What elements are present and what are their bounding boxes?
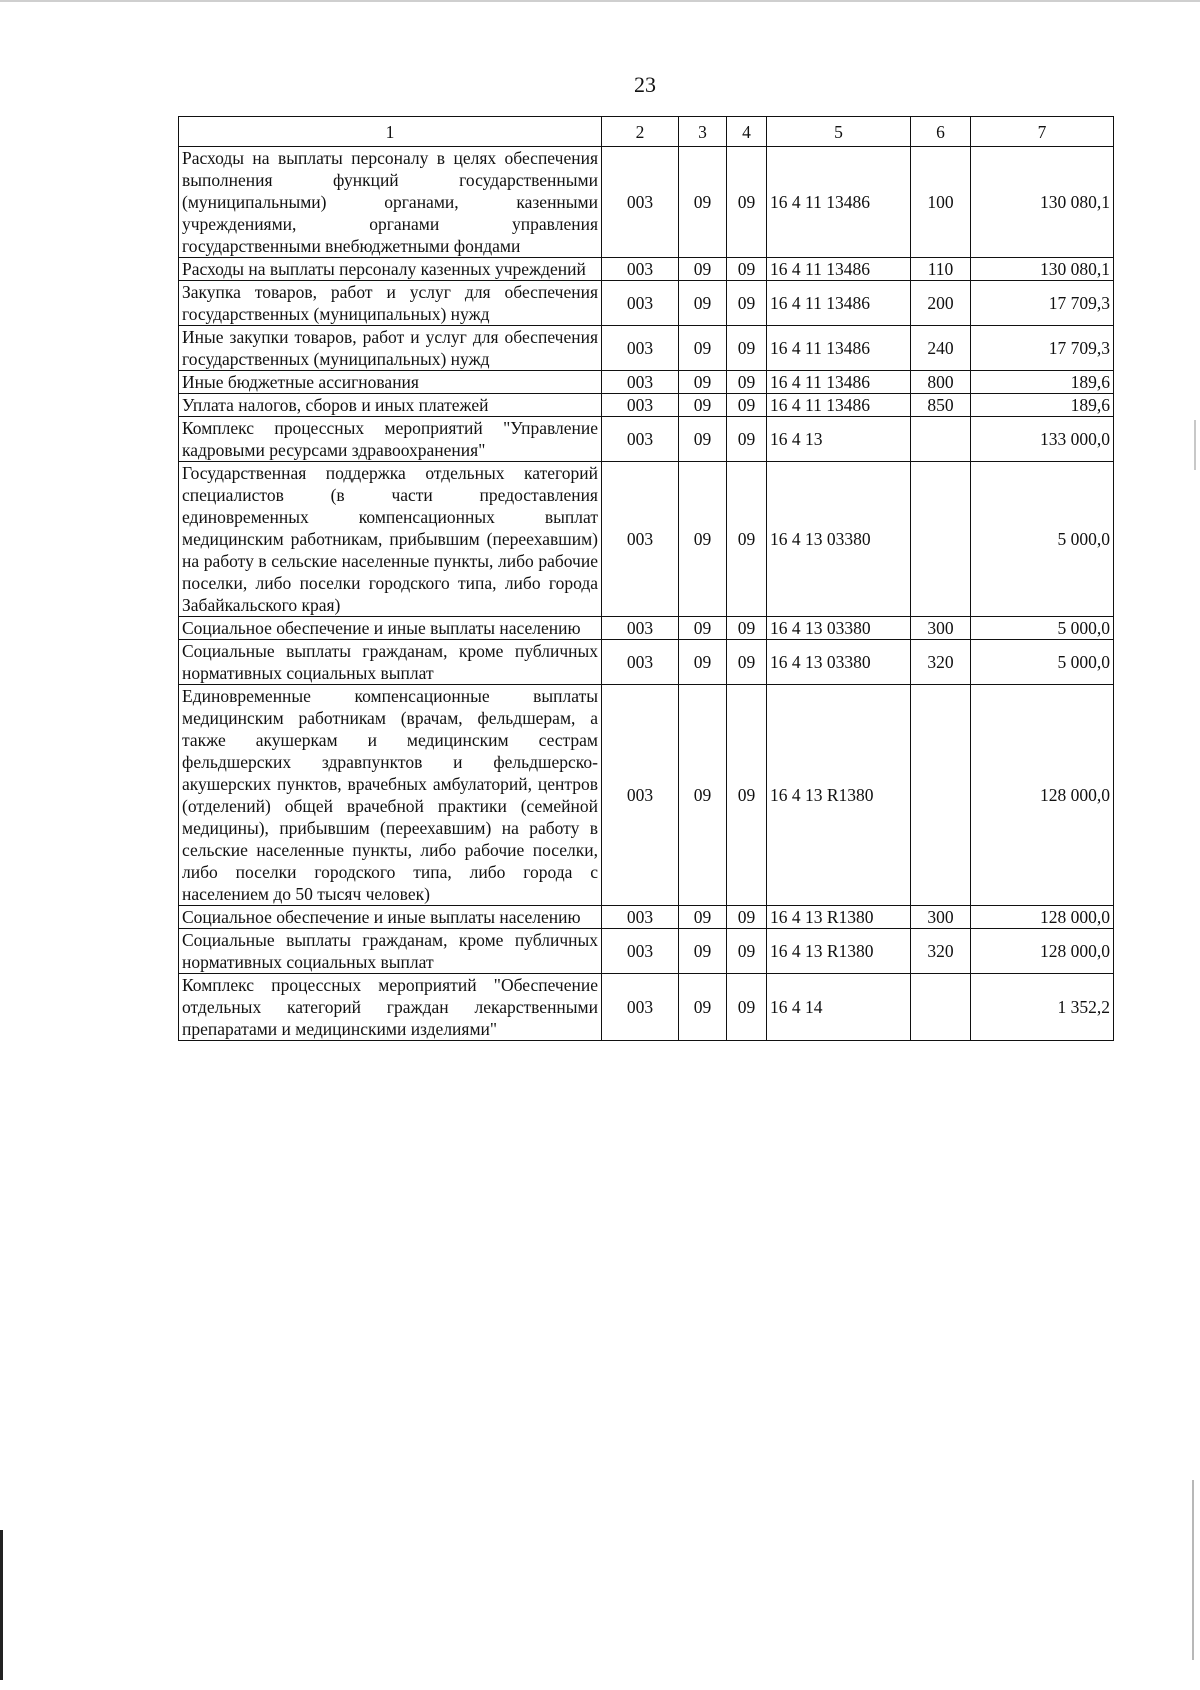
row-target-article-cell: 16 4 13 R1380 — [767, 906, 911, 929]
page-number: 23 — [634, 72, 656, 97]
row-target-article-cell: 16 4 13 R1380 — [767, 685, 911, 906]
row-name-cell: Расходы на выплаты персоналу казенных учреждений — [179, 258, 602, 281]
row-name-cell: Государственная поддержка отдельных категорий специалистов (в части предоставления единовременных компенсационных выплат медицинским работникам, прибывшим (переехавшим) на работу в сельские населенные пункты, либо рабочие поселки, либо поселки городского типа, либо города Забайкальского края) — [179, 462, 602, 617]
row-section-code-cell: 09 — [679, 147, 727, 258]
row-subsection-code-cell: 09 — [727, 371, 767, 394]
row-expense-type-cell — [911, 417, 971, 462]
row-amount-cell: 1 352,2 — [971, 974, 1114, 1041]
row-expense-type-cell — [911, 685, 971, 906]
row-section-code-cell: 09 — [679, 929, 727, 974]
table-body — [179, 147, 1114, 1041]
row-amount-cell: 130 080,1 — [971, 258, 1114, 281]
row-amount-cell: 130 080,1 — [971, 147, 1114, 258]
row-target-article-cell: 16 4 13 03380 — [767, 640, 911, 685]
row-ministry-code-cell: 003 — [602, 258, 679, 281]
scan-edge-mark — [1194, 420, 1196, 470]
row-amount-cell: 128 000,0 — [971, 929, 1114, 974]
row-ministry-code-cell: 003 — [602, 281, 679, 326]
row-section-code-cell: 09 — [679, 394, 727, 417]
row-amount-cell: 133 000,0 — [971, 417, 1114, 462]
row-section-code-cell: 09 — [679, 462, 727, 617]
row-name-cell: Расходы на выплаты персоналу в целях обеспечения выполнения функций государственными (муниципальными) органами, казенными учреждениями, органами управления государственными внебюджетными фондами — [179, 147, 602, 258]
row-amount-cell: 5 000,0 — [971, 462, 1114, 617]
row-amount-cell: 17 709,3 — [971, 281, 1114, 326]
row-expense-type-cell — [911, 462, 971, 617]
scan-edge-mark — [1192, 1480, 1194, 1660]
row-section-code-cell: 09 — [679, 617, 727, 640]
column-header: 2 — [602, 117, 679, 147]
row-amount-cell: 5 000,0 — [971, 640, 1114, 685]
row-expense-type-cell: 200 — [911, 281, 971, 326]
row-subsection-code-cell: 09 — [727, 394, 767, 417]
column-header: 3 — [679, 117, 727, 147]
table-row — [179, 371, 1114, 394]
row-expense-type-cell: 300 — [911, 617, 971, 640]
budget-table — [178, 116, 1114, 1041]
row-name-cell: Иные бюджетные ассигнования — [179, 371, 602, 394]
table-row — [179, 929, 1114, 974]
table-row — [179, 685, 1114, 906]
row-name-cell: Комплекс процессных мероприятий "Управление кадровыми ресурсами здравоохранения" — [179, 417, 602, 462]
column-header: 4 — [727, 117, 767, 147]
row-section-code-cell: 09 — [679, 640, 727, 685]
row-name-cell: Уплата налогов, сборов и иных платежей — [179, 394, 602, 417]
row-name-cell: Социальное обеспечение и иные выплаты населению — [179, 617, 602, 640]
row-ministry-code-cell: 003 — [602, 640, 679, 685]
row-target-article-cell: 16 4 13 R1380 — [767, 929, 911, 974]
row-section-code-cell: 09 — [679, 685, 727, 906]
row-ministry-code-cell: 003 — [602, 326, 679, 371]
row-subsection-code-cell: 09 — [727, 906, 767, 929]
column-header: 1 — [179, 117, 602, 147]
row-target-article-cell: 16 4 13 03380 — [767, 462, 911, 617]
table-row — [179, 462, 1114, 617]
row-ministry-code-cell: 003 — [602, 462, 679, 617]
column-header: 5 — [767, 117, 911, 147]
row-expense-type-cell: 320 — [911, 929, 971, 974]
row-target-article-cell: 16 4 11 13486 — [767, 371, 911, 394]
row-name-cell: Комплекс процессных мероприятий "Обеспечение отдельных категорий граждан лекарственными препаратами и медицинскими изделиями" — [179, 974, 602, 1041]
row-section-code-cell: 09 — [679, 281, 727, 326]
row-subsection-code-cell: 09 — [727, 617, 767, 640]
row-ministry-code-cell: 003 — [602, 974, 679, 1041]
table-row — [179, 974, 1114, 1041]
table-row — [179, 147, 1114, 258]
row-target-article-cell: 16 4 13 — [767, 417, 911, 462]
row-amount-cell: 189,6 — [971, 371, 1114, 394]
scan-edge-mark — [0, 1530, 3, 1680]
row-subsection-code-cell: 09 — [727, 281, 767, 326]
row-target-article-cell: 16 4 11 13486 — [767, 326, 911, 371]
table-row — [179, 281, 1114, 326]
row-target-article-cell: 16 4 14 — [767, 974, 911, 1041]
table-row — [179, 417, 1114, 462]
row-section-code-cell: 09 — [679, 258, 727, 281]
row-subsection-code-cell: 09 — [727, 417, 767, 462]
row-subsection-code-cell: 09 — [727, 462, 767, 617]
row-subsection-code-cell: 09 — [727, 974, 767, 1041]
row-target-article-cell: 16 4 11 13486 — [767, 258, 911, 281]
row-amount-cell: 5 000,0 — [971, 617, 1114, 640]
row-expense-type-cell: 110 — [911, 258, 971, 281]
row-section-code-cell: 09 — [679, 974, 727, 1041]
row-name-cell: Социальное обеспечение и иные выплаты населению — [179, 906, 602, 929]
row-section-code-cell: 09 — [679, 417, 727, 462]
row-ministry-code-cell: 003 — [602, 685, 679, 906]
row-target-article-cell: 16 4 11 13486 — [767, 281, 911, 326]
table-row — [179, 258, 1114, 281]
row-ministry-code-cell: 003 — [602, 929, 679, 974]
row-section-code-cell: 09 — [679, 371, 727, 394]
row-target-article-cell: 16 4 13 03380 — [767, 617, 911, 640]
row-ministry-code-cell: 003 — [602, 394, 679, 417]
row-expense-type-cell: 320 — [911, 640, 971, 685]
row-expense-type-cell: 800 — [911, 371, 971, 394]
row-target-article-cell: 16 4 11 13486 — [767, 147, 911, 258]
column-header: 6 — [911, 117, 971, 147]
row-subsection-code-cell: 09 — [727, 929, 767, 974]
row-amount-cell: 128 000,0 — [971, 685, 1114, 906]
table-row — [179, 326, 1114, 371]
row-name-cell: Социальные выплаты гражданам, кроме публичных нормативных социальных выплат — [179, 640, 602, 685]
row-ministry-code-cell: 003 — [602, 617, 679, 640]
row-name-cell: Социальные выплаты гражданам, кроме публичных нормативных социальных выплат — [179, 929, 602, 974]
row-expense-type-cell: 240 — [911, 326, 971, 371]
row-amount-cell: 17 709,3 — [971, 326, 1114, 371]
row-section-code-cell: 09 — [679, 326, 727, 371]
row-subsection-code-cell: 09 — [727, 326, 767, 371]
scan-border-top — [0, 0, 1200, 2]
row-expense-type-cell: 100 — [911, 147, 971, 258]
row-subsection-code-cell: 09 — [727, 685, 767, 906]
row-subsection-code-cell: 09 — [727, 640, 767, 685]
row-name-cell: Закупка товаров, работ и услуг для обеспечения государственных (муниципальных) нужд — [179, 281, 602, 326]
column-header: 7 — [971, 117, 1114, 147]
row-expense-type-cell: 850 — [911, 394, 971, 417]
row-section-code-cell: 09 — [679, 906, 727, 929]
row-ministry-code-cell: 003 — [602, 417, 679, 462]
row-ministry-code-cell: 003 — [602, 906, 679, 929]
row-target-article-cell: 16 4 11 13486 — [767, 394, 911, 417]
row-ministry-code-cell: 003 — [602, 371, 679, 394]
row-ministry-code-cell: 003 — [602, 147, 679, 258]
table-row — [179, 640, 1114, 685]
table-header-row — [179, 117, 1114, 147]
row-subsection-code-cell: 09 — [727, 147, 767, 258]
row-amount-cell: 189,6 — [971, 394, 1114, 417]
table-row — [179, 906, 1114, 929]
row-name-cell: Единовременные компенсационные выплаты медицинским работникам (врачам, фельдшерам, а также акушеркам и медицинским сестрам фельдшерских здравпунктов и фельдшерско-акушерских пунктов, врачебных амбулаторий, центров (отделений) общей врачебной практики (семейной медицины), прибывшим (переехавшим) на работу в сельские населенные пункты, либо рабочие поселки, либо поселки городского типа, либо города с населением до 50 тысяч человек) — [179, 685, 602, 906]
table-row — [179, 617, 1114, 640]
row-expense-type-cell — [911, 974, 971, 1041]
row-expense-type-cell: 300 — [911, 906, 971, 929]
row-name-cell: Иные закупки товаров, работ и услуг для обеспечения государственных (муниципальных) нужд — [179, 326, 602, 371]
row-subsection-code-cell: 09 — [727, 258, 767, 281]
row-amount-cell: 128 000,0 — [971, 906, 1114, 929]
table-row — [179, 394, 1114, 417]
